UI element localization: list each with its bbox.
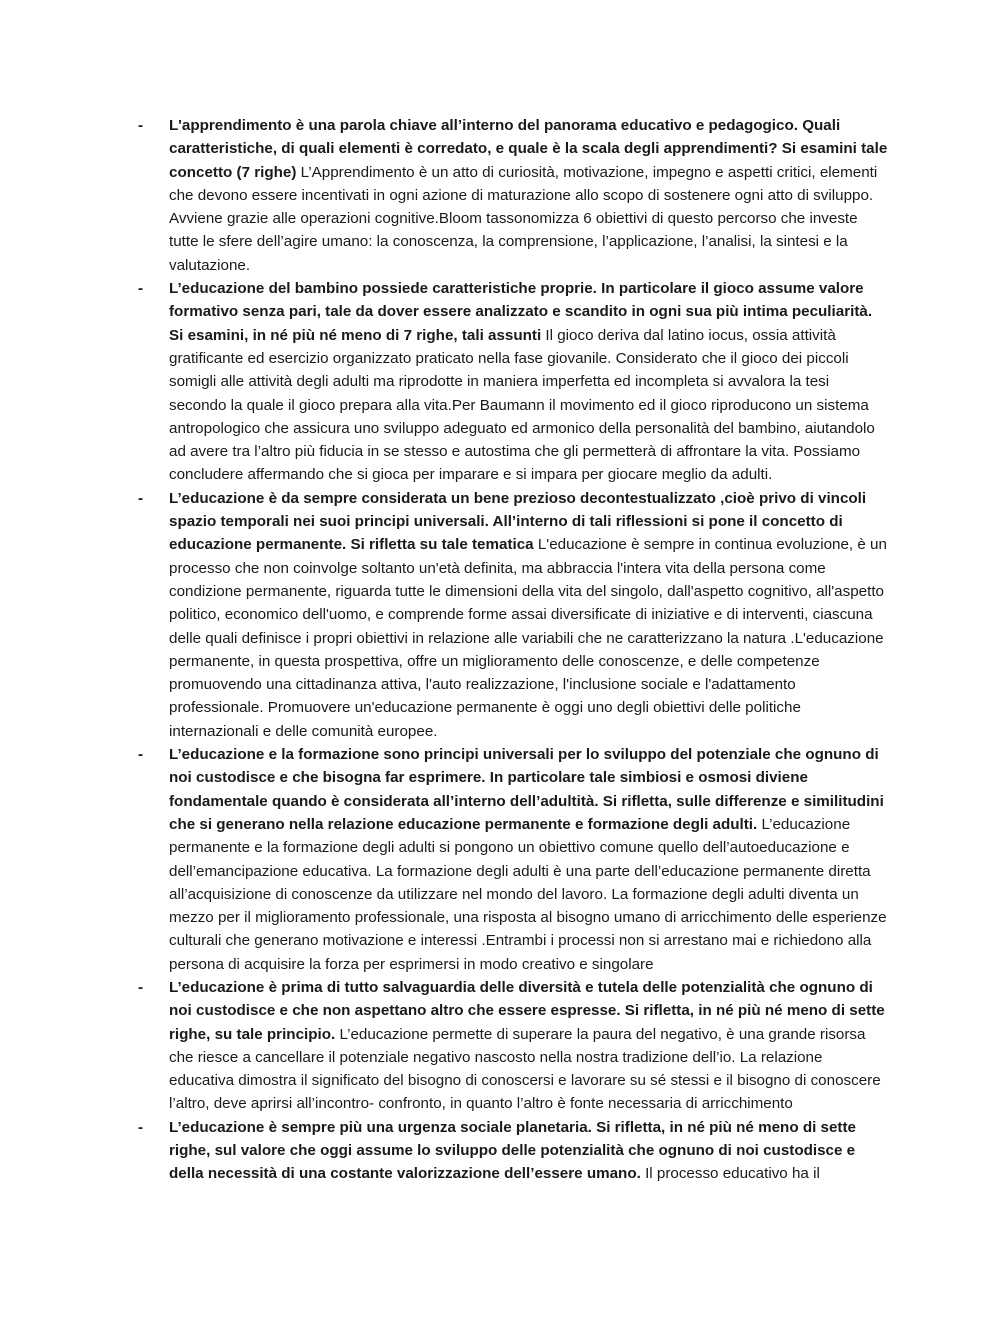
bullet-marker: - bbox=[138, 1118, 144, 1136]
list-item bbox=[138, 114, 890, 277]
answer-text: Il gioco deriva dal latino iocus, ossia attività gratificante ed esercizio organizzato praticato nella fase giovanile. Considerato che il gioco dei piccoli somigli alle attività degli adulti ma riprodotte in maniera imperfetta ed incompleta si avvalora la tesi secondo la quale il gioco prepara alla vita.Per Baumann il movimento ed il gioco riproducono un sistema antropologico che assicura uno sviluppo adeguato ed armonico della personalità del bambino, aiutandolo ad avere tra l’altro più fiducia in se stesso e autostima che gli permetterà di affrontare la vita. Possiamo concludere affermando che si gioca per imparare e si impara per giocare meglio da adulti. bbox=[169, 326, 875, 484]
question-text: L'apprendimento è una parola chiave all’interno del panorama educativo e pedagogico. Quali caratteristiche, di quali elementi è corredato, e quale è la scala degli apprendimenti? Si esamini tale concetto (7 righe) bbox=[169, 117, 888, 181]
bullet-marker: - bbox=[138, 280, 144, 298]
bullet-marker: - bbox=[138, 746, 144, 764]
question-text: L’educazione è sempre più una urgenza sociale planetaria. Si rifletta, in né più né meno di sette righe, sul valore che oggi assume lo sviluppo delle potenzialità che ognuno di noi custodisce e della necessità di una costante valorizzazione dell’essere umano. bbox=[169, 1118, 856, 1183]
list-item bbox=[138, 976, 890, 1116]
answer-text: Il processo educativo ha il bbox=[640, 1165, 820, 1183]
bullet-marker: - bbox=[138, 117, 144, 134]
answer-text: L'educazione è sempre in continua evoluzione, è un processo che non coinvolge soltanto un'età definita, ma abbraccia l'intera vita della persona come condizione permanente, riguarda tutte le dimensioni della vita del singolo, dall'aspetto cognitivo, all'aspetto politico, economico dell'uomo, e comprende forme assai diversificate di iniziative e di interventi, ciascuna delle quali definisce i propri obiettivi in relazione alle variabili che ne caratterizzano la natura .L'educazione permanente, in questa prospettiva, offre un miglioramento delle conoscenze, e delle competenze promuovendo una cittadinanza attiva, l'auto realizzazione, l'inclusione sociale e l'adattamento professionale. Promuovere un'educazione permanente è oggi uno degli obiettivi delle politiche internazionali e delle comunità europee. bbox=[169, 536, 887, 740]
question-text: L’educazione e la formazione sono principi universali per lo sviluppo del potenziale che ognuno di noi custodisce e che bisogna far esprimere. In particolare tale simbiosi e osmosi diviene fondamentale quando è considerata all’interno dell’adultità. Si rifletta, sulle differenze e similitudini che si generano nella relazione educazione permanente e formazione degli adulti. bbox=[169, 746, 884, 833]
list-item bbox=[138, 487, 890, 743]
answer-text: L’educazione permanente e la formazione degli adulti si pongono un obiettivo comune quello dell’autoeducazione e dell’emancipazione educativa. La formazione degli adulti è una parte dell’educazione permanente diretta all’acquisizione di conoscenze da utilizzare nel mondo del lavoro. La formazione degli adulti diventa un mezzo per il miglioramento professionale, una risposta al bisogno umano di arricchimento delle esperienze culturali che generano motivazione e interessi .Entrambi i processi non si arrestano mai e richiedono alla persona di acquisire la forza per esprimersi in modo creativo e singolare bbox=[169, 815, 887, 973]
answer-text: L’Apprendimento è un atto di curiosità, motivazione, impegno e aspetti critici, elementi che devono essere incentivati in ogni azione di maturazione allo scopo di sostenere ogni atto di sviluppo. Avviene grazie alle operazioni cognitive.Bloom tassonomizza 6 obiettivi di questo percorso che investe tutte le sfere dell’agire umano: la conoscenza, la comprensione, l’applicazione, l’analisi, la sintesi e la valutazione. bbox=[169, 163, 878, 274]
list-item bbox=[138, 1116, 890, 1186]
list-item bbox=[138, 743, 890, 976]
bullet-marker: - bbox=[138, 489, 144, 507]
list-item bbox=[138, 277, 890, 487]
question-text: L’educazione è da sempre considerata un bene prezioso decontestualizzato ,cioè privo di vincoli spazio temporali nei suoi principi universali. All’interno di tali riflessioni si pone il concetto di educazione permanente. Si rifletta su tale tematica bbox=[169, 489, 867, 554]
question-text: L’educazione è prima di tutto salvaguardia delle diversità e tutela delle potenzialità che ognuno di noi custodisce e che non aspettano altro che essere espresse. Si rifletta, in né più né meno di sette righe, su tale principio. bbox=[169, 978, 885, 1043]
bullet-marker: - bbox=[138, 978, 144, 996]
answer-text: L’educazione permette di superare la paura del negativo, è una grande risorsa che riesce a cancellare il potenziale negativo nascosto nella nostra tradizione dell’io. La relazione educativa dimostra il significato del bisogno di conoscersi e lavorare su sé stessi e il bisogno di conoscere l’altro, deve aprirsi all’incontro- confronto, in quanto l’altro è fonte necessaria di arricchimento bbox=[169, 1025, 881, 1113]
question-text: L’educazione del bambino possiede caratteristiche proprie. In particolare il gioco assume valore formativo senza pari, tale da dover essere analizzato e scandito in ogni sua più intima peculiarità. Si esamini, in né più né meno di 7 righe, tali assunti bbox=[169, 280, 873, 344]
